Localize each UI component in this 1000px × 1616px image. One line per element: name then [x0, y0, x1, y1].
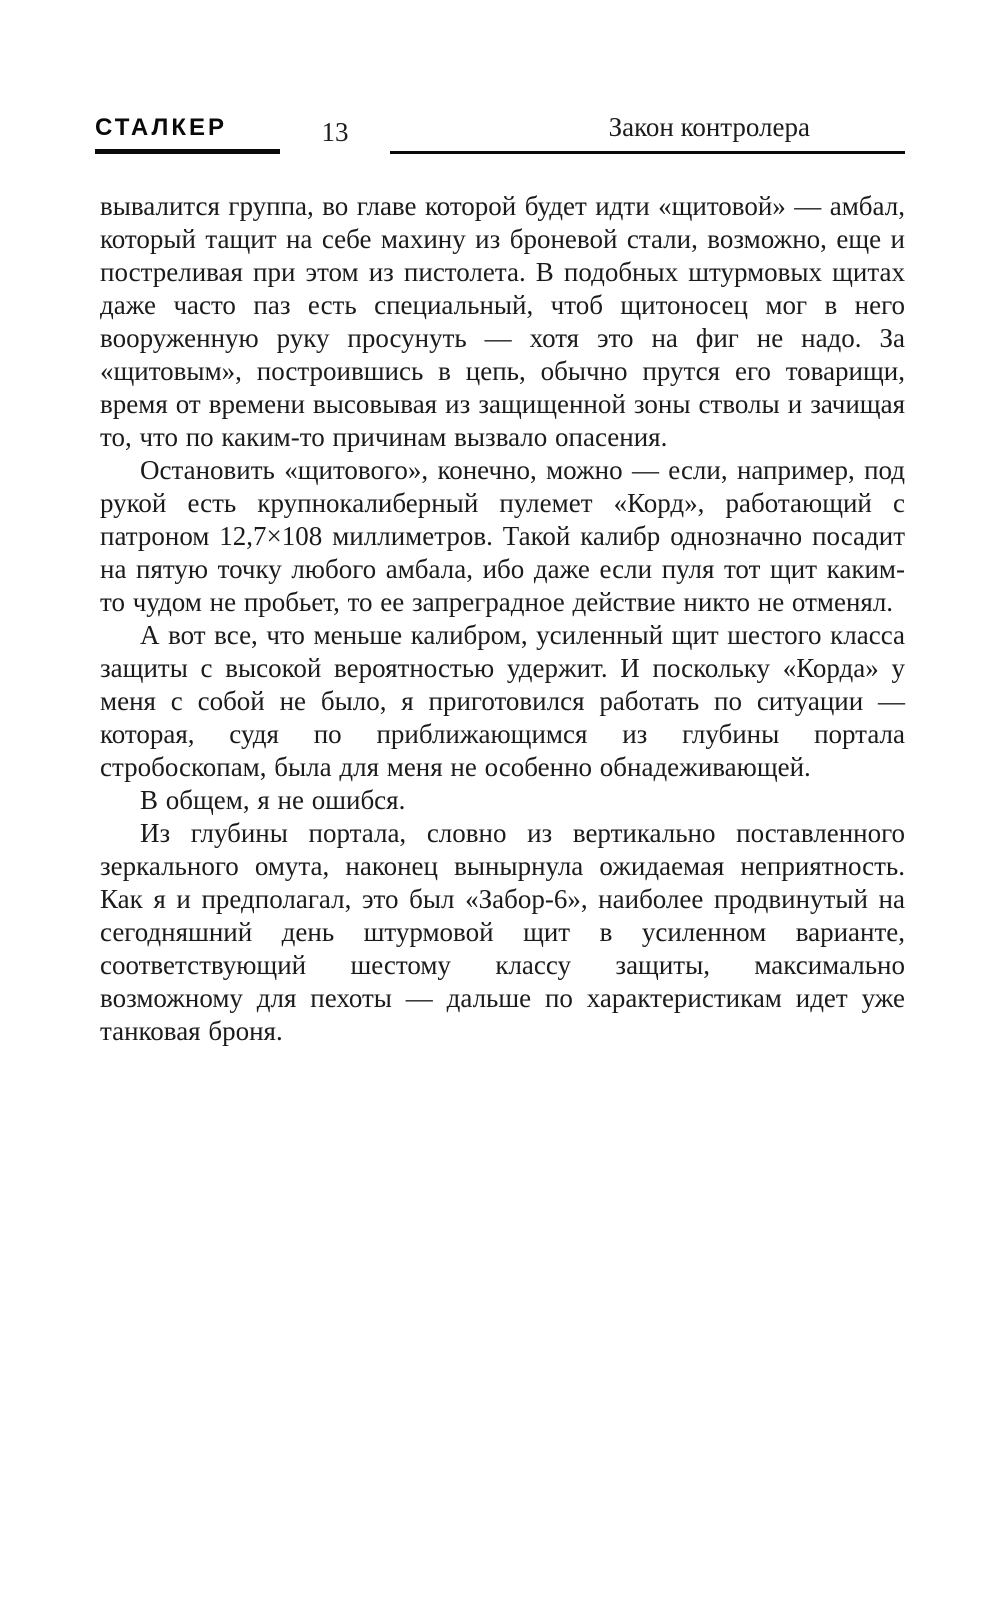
book-title-block [390, 112, 905, 154]
series-title: СТАЛКЕР [95, 114, 228, 141]
body-text [100, 190, 905, 1048]
paragraph: Остановить «щитового», конечно, можно — если, например, под рукой есть крупнокалиберный пулемет «Корд», работающий с патроном 12,7×108 миллиметров. Такой калибр однозначно посадит на пятую точку любого амбала, ибо даже если пуля тот щит каким-то чудом не пробьет, то ее запреградное действие никто не отменял. [100, 455, 905, 617]
paragraph: Из глубины портала, словно из вертикально поставленного зеркального омута, наконец вынырнула ожидаемая неприятность. Как я и предполагал, это был «Забор-6», наиболее продвинутый на сегодняшний день штурмовой щит в усиленном варианте, соответствующий шестому классу защиты, максимально возможному для пехоты — дальше по характеристикам идет уже танковая броня. [100, 818, 905, 1046]
paragraph: В общем, я не ошибся. [140, 785, 406, 815]
book-title: Закон контролера [608, 112, 810, 142]
paragraph: вывалится группа, во главе которой будет идти «щитовой» — амбал, который тащит на себе махину из броневой стали, возможно, еще и постреливая при этом из пистолета. В подобных штурмовых щитах даже часто паз есть специальный, чтоб щитоносец мог в него вооруженную руку просунуть — хотя это на фиг не надо. За «щитовым», построившись в цепь, обычно прутся его товарищи, время от времени высовывая из защищенной зоны стволы и зачищая то, что по каким-то причинам вызвало опасения. [100, 191, 905, 452]
page-number: 13 [321, 117, 349, 147]
series-title-block [95, 114, 280, 154]
paragraph: А вот все, что меньше калибром, усиленный щит шестого класса защиты с высокой вероятностью удержит. И поскольку «Корда» у меня с собой не было, я приготовился работать по ситуации — которая, судя по приближающимся из глубины портала стробоскопам, была для меня не особенно обнадеживающей. [100, 620, 905, 782]
running-head [95, 112, 905, 154]
page-number-block [280, 117, 390, 154]
